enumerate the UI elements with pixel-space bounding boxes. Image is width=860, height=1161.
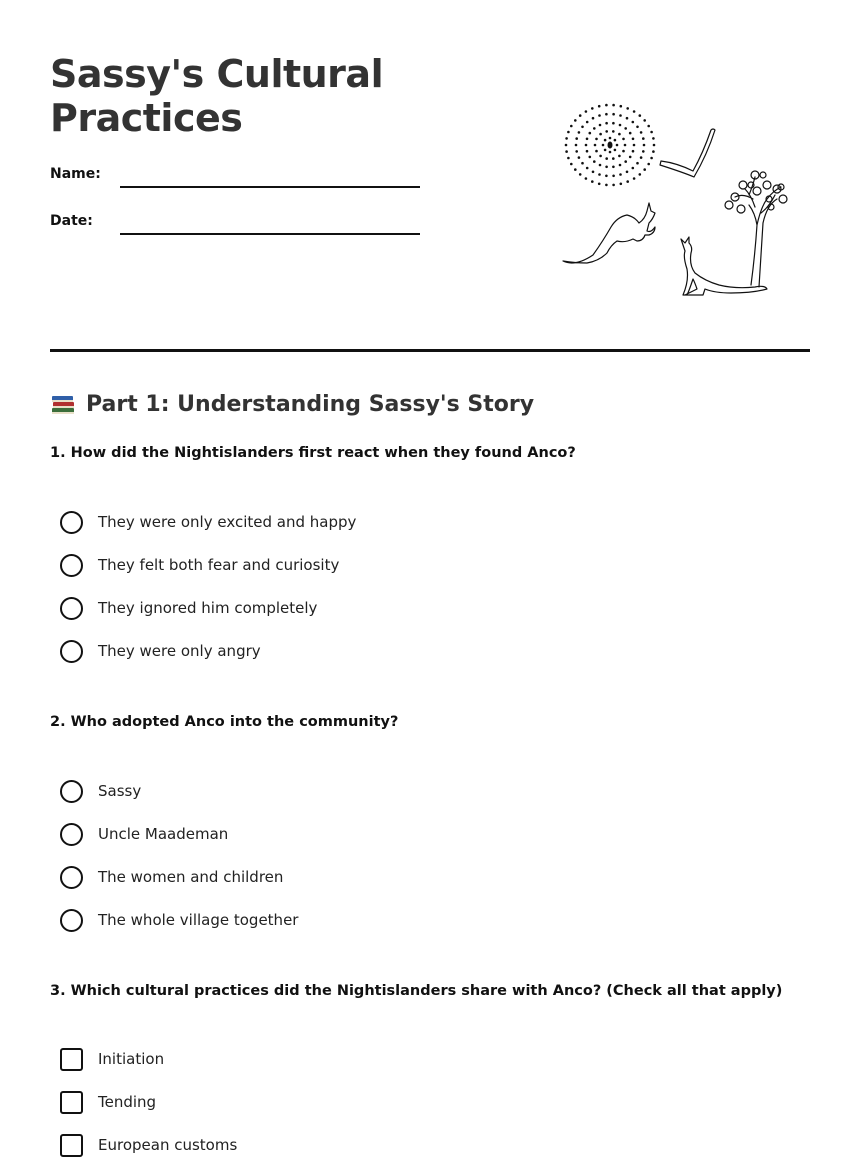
q1-option-1[interactable] xyxy=(60,509,356,535)
radio-button[interactable] xyxy=(60,597,83,620)
section-heading-text: Part 1: Understanding Sassy's Story xyxy=(86,391,535,417)
option-label: European customs xyxy=(98,1136,238,1154)
radio-button[interactable] xyxy=(60,866,83,889)
section-divider xyxy=(50,349,810,352)
date-line[interactable] xyxy=(120,233,420,235)
radio-button[interactable] xyxy=(60,823,83,846)
worksheet-title: Sassy's Cultural Practices xyxy=(50,52,384,140)
q3-option-1[interactable] xyxy=(60,1046,164,1072)
option-label: The whole village together xyxy=(98,911,299,929)
q1-option-2[interactable] xyxy=(60,552,339,578)
option-label: Tending xyxy=(98,1093,157,1111)
option-label: They ignored him completely xyxy=(98,599,318,617)
q2-option-3[interactable] xyxy=(60,864,283,890)
option-label: Uncle Maademan xyxy=(98,825,229,843)
radio-button[interactable] xyxy=(60,909,83,932)
section-heading xyxy=(50,388,534,420)
radio-button[interactable] xyxy=(60,554,83,577)
option-label: Initiation xyxy=(98,1050,165,1068)
date-field[interactable] xyxy=(50,213,420,237)
australian-illustration xyxy=(555,95,795,305)
option-label: They were only angry xyxy=(98,642,261,660)
q1-option-4[interactable] xyxy=(60,638,261,664)
question-2: 2. Who adopted Anco into the community? xyxy=(50,714,399,730)
option-label: Sassy xyxy=(98,782,142,800)
q2-option-2[interactable] xyxy=(60,821,228,847)
dot-spiral-icon xyxy=(565,104,656,186)
option-label: They felt both fear and curiosity xyxy=(98,556,340,574)
kangaroo-icon xyxy=(681,237,767,295)
name-line[interactable] xyxy=(120,186,420,188)
name-field[interactable] xyxy=(50,166,420,190)
checkbox[interactable] xyxy=(60,1048,83,1071)
checkbox[interactable] xyxy=(60,1134,83,1157)
radio-button[interactable] xyxy=(60,640,83,663)
q3-option-2[interactable] xyxy=(60,1089,156,1115)
option-label: The women and children xyxy=(98,868,284,886)
boomerang-icon xyxy=(660,129,715,177)
books-icon xyxy=(50,391,76,417)
date-label: Date: xyxy=(50,213,93,229)
question-3: 3. Which cultural practices did the Nightislanders share with Anco? (Check all that apply) xyxy=(50,983,783,999)
radio-button[interactable] xyxy=(60,780,83,803)
checkbox[interactable] xyxy=(60,1091,83,1114)
q2-option-1[interactable] xyxy=(60,778,141,804)
radio-button[interactable] xyxy=(60,511,83,534)
kangaroo-icon xyxy=(563,203,655,263)
q2-option-4[interactable] xyxy=(60,907,298,933)
q1-option-3[interactable] xyxy=(60,595,317,621)
option-label: They were only excited and happy xyxy=(98,513,357,531)
name-label: Name: xyxy=(50,166,101,182)
question-1: 1. How did the Nightislanders first react when they found Anco? xyxy=(50,445,576,461)
tree-icon xyxy=(725,171,787,287)
q3-option-3[interactable] xyxy=(60,1132,237,1158)
